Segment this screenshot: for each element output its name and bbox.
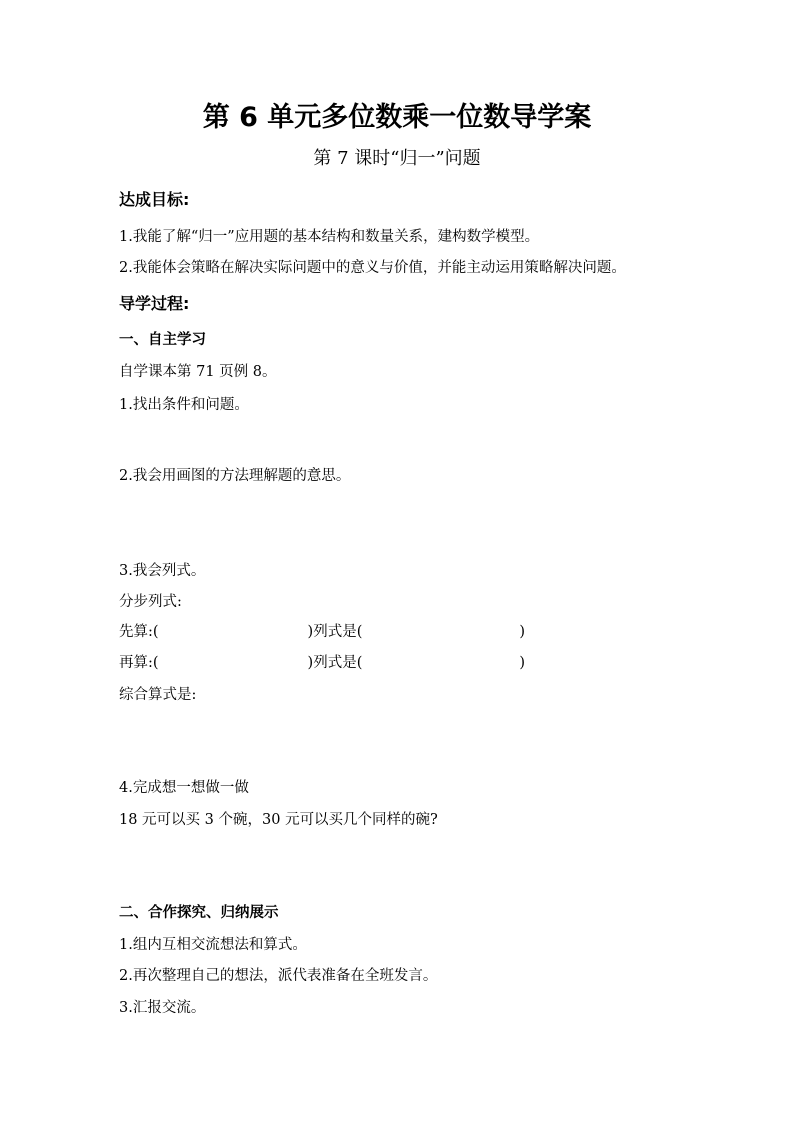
second-step-line	[119, 654, 525, 672]
first-step-mid: )列式是(	[307, 624, 363, 640]
section2-item: 1.组内互相交流想法和算式。	[119, 937, 307, 953]
page-title: 第 6 单元多位数乘一位数导学案	[202, 102, 592, 133]
section1-item1: 1.找出条件和问题。	[119, 397, 249, 413]
first-step-label: 先算:(	[119, 624, 159, 640]
page-subtitle: 第 7 课时“归一”问题	[313, 148, 481, 169]
section1-item3: 3.我会列式。	[119, 563, 206, 579]
goals-heading: 达成目标:	[119, 190, 190, 209]
combined-formula-label: 综合算式是:	[119, 687, 197, 703]
section2-heading: 二、合作探究、归纳展示	[119, 905, 279, 921]
second-step-end: )	[519, 655, 526, 671]
process-heading: 导学过程:	[119, 294, 190, 313]
second-step-mid: )列式是(	[307, 655, 363, 671]
section2-item: 3.汇报交流。	[119, 1000, 206, 1016]
goal-item: 2.我能体会策略在解决实际问题中的意义与价值，并能主动运用策略解决问题。	[119, 260, 626, 276]
problem-text: 18 元可以买 3 个碗，30 元可以买几个同样的碗?	[119, 812, 438, 828]
section1-item4: 4.完成想一想做一做	[119, 780, 249, 796]
section2-item: 2.再次整理自己的想法，派代表准备在全班发言。	[119, 968, 438, 984]
first-step-line	[119, 623, 525, 641]
section1-heading: 一、自主学习	[119, 332, 206, 348]
goal-item: 1.我能了解“归一”应用题的基本结构和数量关系，建构数学模型。	[119, 229, 540, 245]
first-step-end: )	[519, 624, 526, 640]
section1-item2: 2.我会用画图的方法理解题的意思。	[119, 468, 351, 484]
section1-intro: 自学课本第 71 页例 8。	[119, 364, 277, 380]
second-step-label: 再算:(	[119, 655, 159, 671]
stepwise-label: 分步列式:	[119, 594, 182, 610]
